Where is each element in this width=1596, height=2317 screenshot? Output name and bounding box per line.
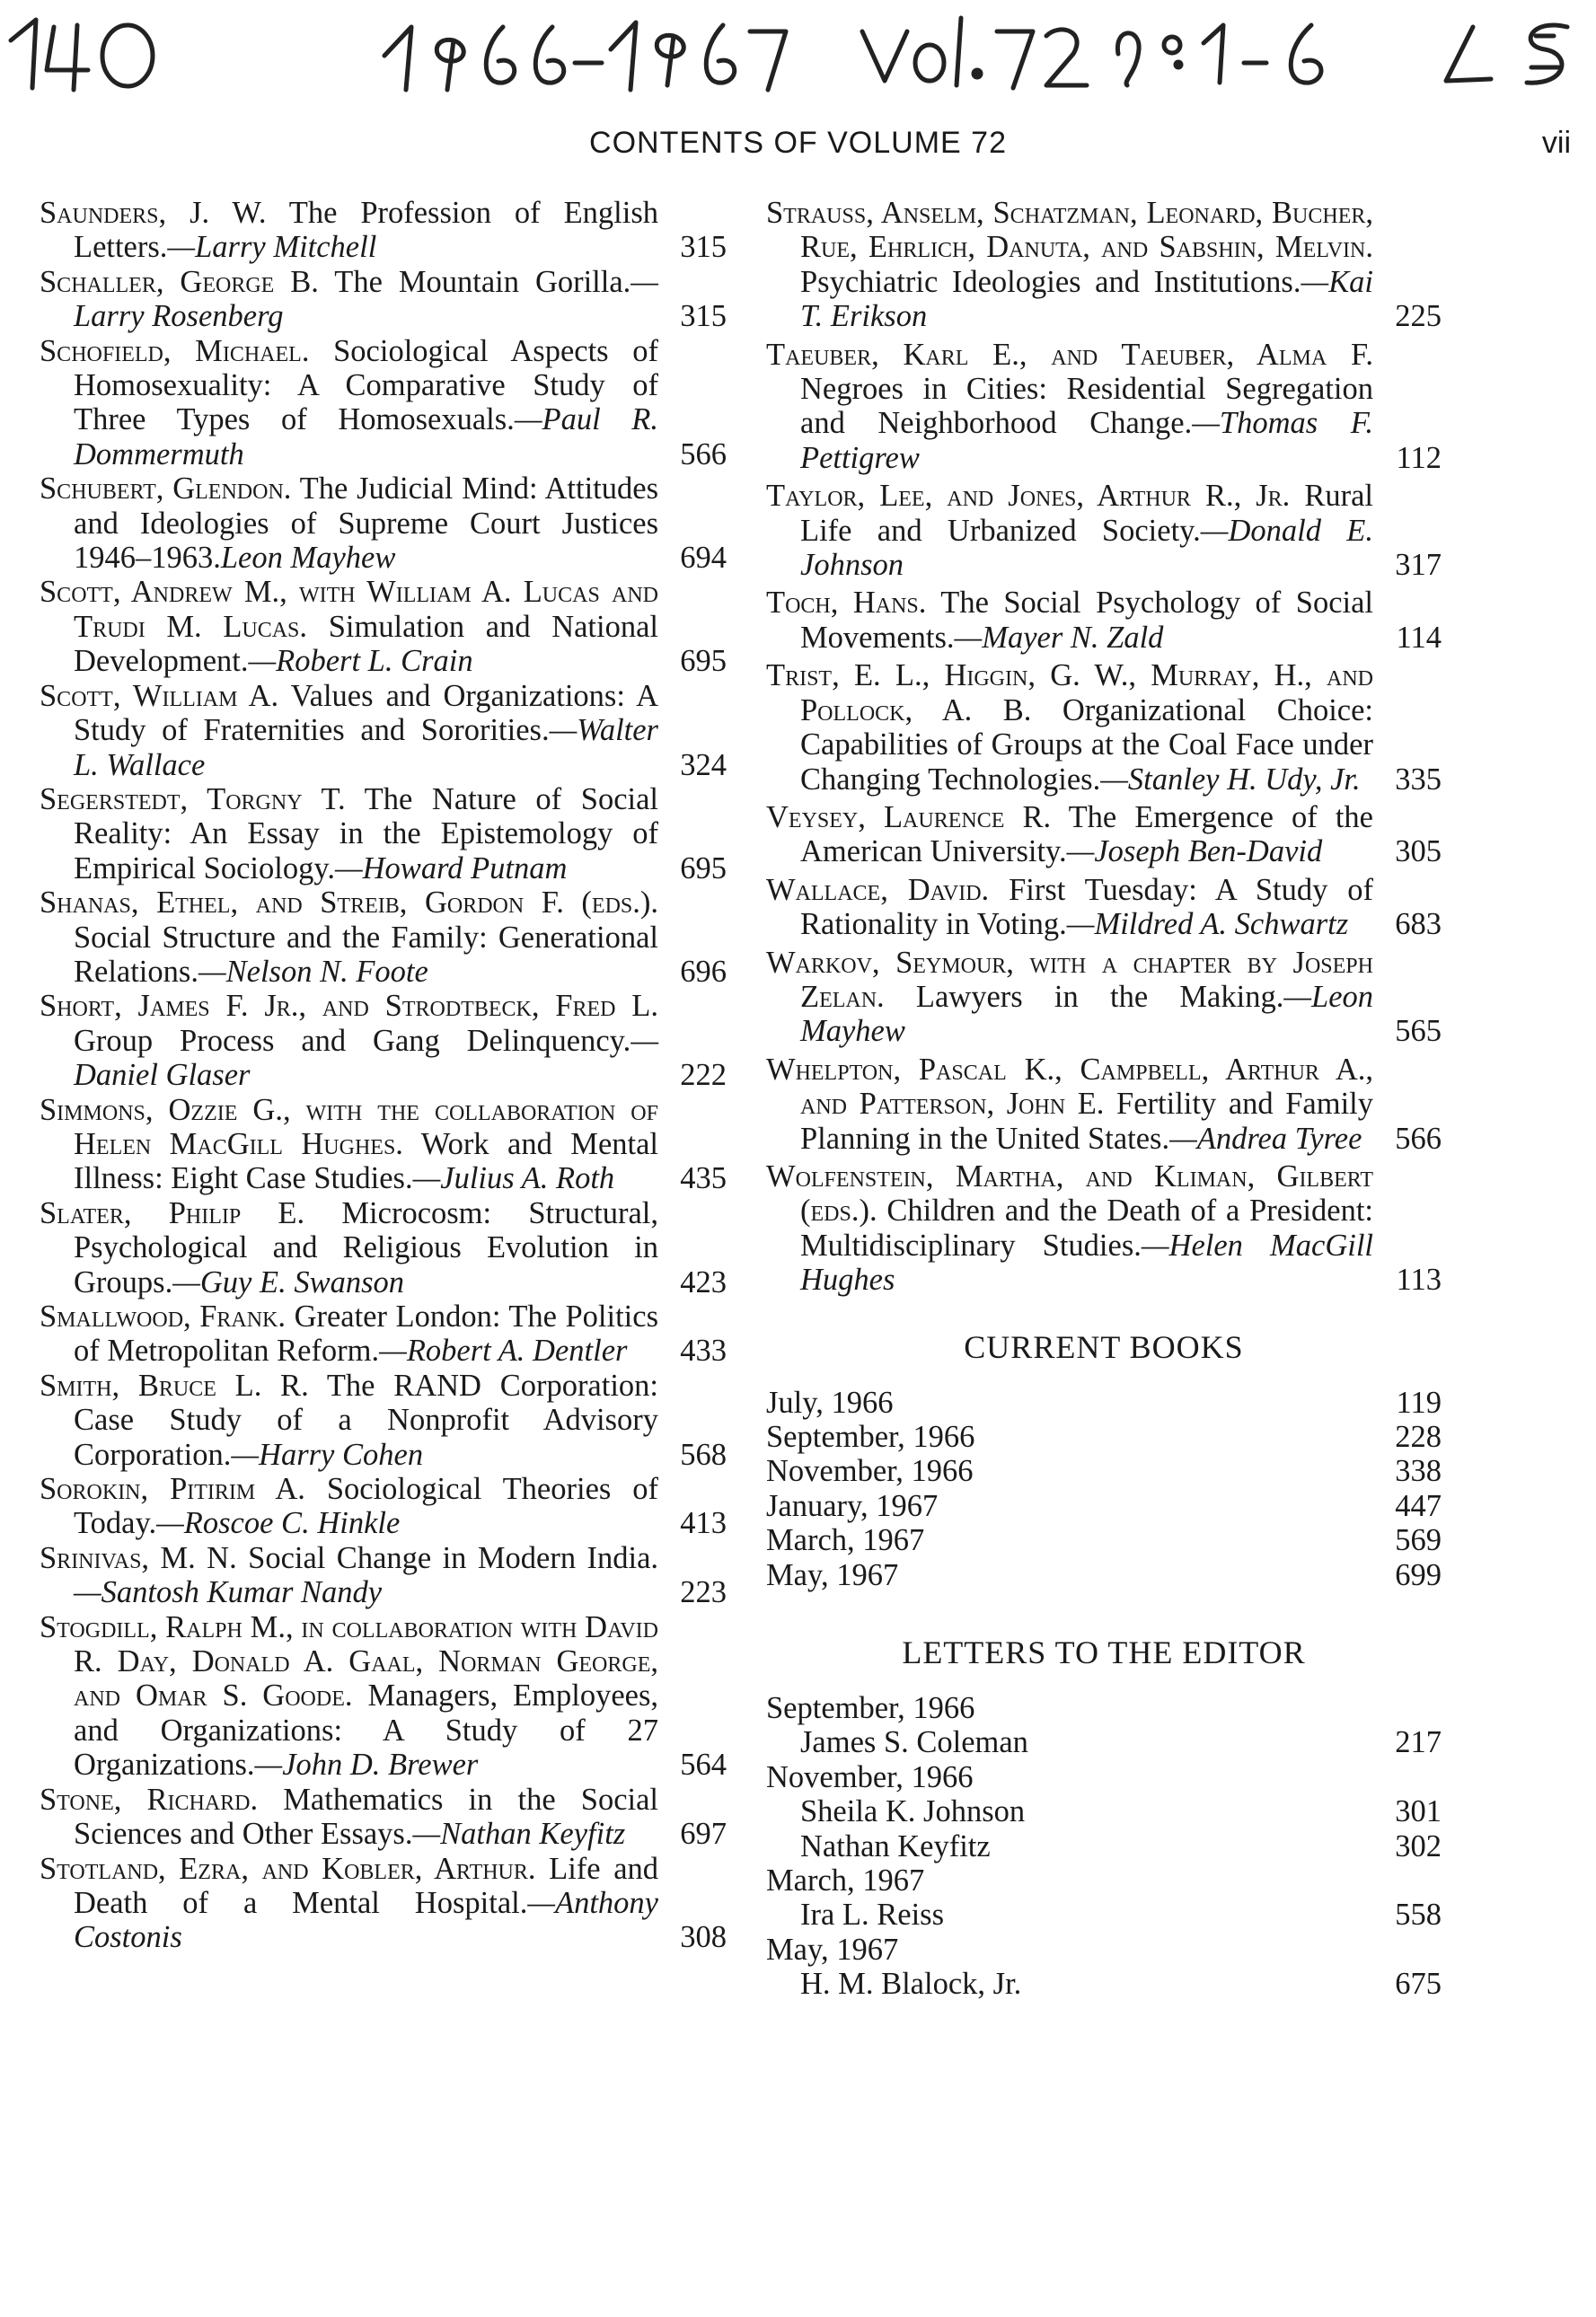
entry-page: 566	[1395, 1121, 1442, 1156]
entry-page: 413	[680, 1506, 727, 1541]
letter-item	[766, 1898, 1442, 1932]
entry-reviewer: —Larry Mitchell	[167, 230, 377, 265]
current-books-heading: CURRENT BOOKS	[964, 1328, 1244, 1365]
entry-author: Strauss, Anselm, Schatzman, Leonard, Bucher, Rue, Ehrlich, Danuta, and Sabshin, Melvin.	[766, 196, 1373, 265]
index-entry	[766, 1053, 1442, 1156]
letter-item	[766, 1794, 1442, 1828]
entry-author: Simmons, Ozzie G., with the collaboration of Helen MacGill Hughes.	[40, 1092, 658, 1161]
entry-reviewer: —Joseph Ben-David	[1066, 834, 1323, 869]
current-books-date: July, 1966	[766, 1385, 894, 1420]
entry-reviewer: —Kai T. Erikson	[800, 264, 1373, 334]
letter-page: 302	[1395, 1828, 1442, 1863]
letter-author: James S. Coleman	[800, 1725, 1028, 1760]
entry-author: Toch, Hans.	[766, 586, 927, 621]
entry-title: Social Change in Modern India.	[248, 1540, 659, 1575]
entry-page: 435	[680, 1161, 727, 1196]
current-books-date: May, 1967	[766, 1557, 899, 1592]
entry-page: 222	[680, 1058, 727, 1093]
index-entry	[40, 1783, 727, 1852]
entry-reviewer: —Helen MacGill Hughes	[800, 1228, 1373, 1298]
index-entry	[40, 334, 727, 472]
entry-title: Children and the Death of a President: Multidisciplinary Studies.	[800, 1194, 1374, 1263]
entry-page: 697	[680, 1817, 727, 1852]
entry-page: 308	[680, 1920, 727, 1955]
entry-title: First Tuesday: A Study of Rationality in Voting.	[800, 872, 1373, 942]
current-books-page: 447	[1395, 1488, 1442, 1523]
index-entry	[766, 586, 1442, 655]
entry-title: Life and Death of a Mental Hospital.	[74, 1851, 659, 1920]
entry-author: Wallace, David.	[766, 872, 990, 907]
letters-section	[766, 1634, 1442, 2002]
entry-author: Scott, William A.	[40, 678, 279, 713]
entry-page: 315	[680, 230, 727, 265]
entry-title: Negroes in Cities: Residential Segregation and Neighborhood Change.	[800, 372, 1373, 441]
entry-reviewer: —Stanley H. Udy, Jr.	[1100, 762, 1361, 797]
entry-title: Simulation and National Development.	[74, 609, 658, 679]
entry-author: Wolfenstein, Martha, and Kliman, Gilbert (eds.).	[766, 1158, 1373, 1229]
letter-item	[766, 1967, 1442, 2001]
index-entry	[40, 1369, 727, 1472]
index-entry	[40, 782, 727, 885]
index-entry	[766, 1159, 1442, 1298]
entry-page: 423	[680, 1264, 727, 1299]
entry-title: The Judicial Mind: Attitudes and Ideologies of Supreme Court Justices 1946–1963.	[74, 471, 658, 576]
entry-page: 225	[1395, 299, 1442, 334]
current-books-item	[766, 1386, 1442, 1420]
index-entry	[40, 1472, 727, 1541]
entry-page: 305	[1395, 834, 1442, 869]
entry-page: 694	[680, 541, 727, 576]
page-numeral: vii	[1541, 126, 1571, 160]
entry-page: 223	[680, 1575, 727, 1610]
letters-heading: LETTERS TO THE EDITOR	[902, 1634, 1306, 1671]
index-entry	[766, 658, 1442, 797]
entry-title: Organizational Choice: Capabilities of Groups at the Coal Face under Changing Technologies.	[800, 692, 1373, 797]
current-books-page: 699	[1395, 1557, 1442, 1592]
letter-page: 301	[1395, 1794, 1442, 1829]
entry-title: Fertility and Family Planning in the United States.	[800, 1087, 1373, 1156]
entry-title: Group Process and Gang Delinquency.	[74, 1023, 631, 1058]
entry-page: 696	[680, 954, 727, 989]
entry-author: Schaller, George B.	[40, 264, 319, 299]
entry-author: Veysey, Laurence R.	[766, 799, 1052, 834]
entry-author: Srinivas, M. N.	[40, 1540, 237, 1575]
entry-page: 335	[1395, 762, 1442, 797]
entry-author: Scott, Andrew M., with William A. Lucas and Trudi M. Lucas.	[40, 575, 658, 644]
entry-reviewer: —Walter L. Wallace	[74, 713, 658, 782]
current-books-date: January, 1967	[766, 1488, 939, 1523]
current-books-section	[766, 1328, 1442, 1592]
letter-author: Nathan Keyfitz	[800, 1828, 991, 1863]
index-entry	[40, 989, 727, 1092]
entry-title: The Profession of English Letters.	[74, 196, 658, 265]
entry-author: Schofield, Michael.	[40, 333, 310, 368]
index-entry	[40, 196, 727, 265]
entry-page: 113	[1396, 1263, 1442, 1298]
entry-reviewer: —Howard Putnam	[334, 850, 568, 885]
entry-page: 564	[680, 1748, 727, 1783]
entry-author: Taeuber, Karl E., and Taeuber, Alma F.	[766, 337, 1373, 372]
letters-date: November, 1966	[766, 1759, 974, 1794]
index-entry	[40, 471, 727, 575]
letters-date: May, 1967	[766, 1932, 899, 1967]
index-entry	[40, 1610, 727, 1783]
entry-page: 315	[680, 299, 727, 334]
current-books-item	[766, 1454, 1442, 1488]
entry-title: The Nature of Social Reality: An Essay in the Epistemology of Empirical Sociology.	[74, 781, 658, 885]
current-books-page: 228	[1395, 1420, 1442, 1454]
entry-author: Shanas, Ethel, and Streib, Gordon F. (eds.).	[40, 885, 658, 921]
entry-author: Smith, Bruce L. R.	[40, 1368, 309, 1403]
entry-author: Stogdill, Ralph M., in collaboration with David R. Day, Donald A. Gaal, Norman George, and Omar S. Goode.	[40, 1609, 658, 1714]
current-books-list	[766, 1386, 1442, 1592]
current-books-page: 569	[1395, 1523, 1442, 1558]
entry-reviewer: —Andrea Tyree	[1169, 1121, 1362, 1156]
entry-title: Managers, Employees, and Organizations: A Study of 27 Organizations.	[74, 1678, 659, 1783]
entry-reviewer: —Leon Mayhew	[800, 979, 1374, 1049]
letter-item	[766, 1725, 1442, 1759]
handwritten-annotation	[0, 0, 1596, 108]
entry-page: 112	[1396, 440, 1442, 475]
entry-title: Microcosm: Structural, Psychological and Religious Evolution in Groups.	[74, 1195, 658, 1299]
index-entry	[40, 575, 727, 678]
entry-reviewer: —John D. Brewer	[254, 1748, 479, 1783]
entry-page: 114	[1396, 620, 1442, 655]
index-entry	[40, 1852, 727, 1955]
index-entry	[766, 479, 1442, 582]
letter-author: H. M. Blalock, Jr.	[800, 1967, 1022, 2002]
entry-title: Sociological Aspects of Homosexuality: A Comparative Study of Three Types of Homosexuals.	[74, 333, 659, 437]
letter-item	[766, 1829, 1442, 1863]
entry-reviewer: —Roscoe C. Hinkle	[156, 1506, 401, 1541]
entry-reviewer: —Guy E. Swanson	[172, 1264, 405, 1299]
entry-author: Warkov, Seymour, with a chapter by Joseph Zelan.	[766, 945, 1373, 1014]
entry-reviewer: —Nathan Keyfitz	[412, 1817, 626, 1852]
entry-title: Values and Organizations: A Study of Fraternities and Sororities.	[74, 678, 658, 748]
current-books-date: September, 1966	[766, 1420, 975, 1454]
entry-author: Sorokin, Pitirim A.	[40, 1472, 305, 1507]
index-entry	[40, 1299, 727, 1369]
entry-title: Social Structure and the Family: Generational Relations.	[74, 920, 658, 989]
entry-reviewer: —Mayer N. Zald	[954, 620, 1164, 655]
index-entry	[40, 1093, 727, 1196]
entry-reviewer: —Anthony Costonis	[74, 1885, 658, 1955]
index-entry	[40, 1196, 727, 1299]
letter-page: 217	[1395, 1725, 1442, 1760]
index-entry	[40, 265, 727, 334]
letters-list	[766, 1691, 1442, 2002]
letters-date: March, 1967	[766, 1863, 925, 1899]
entry-page: 568	[680, 1437, 727, 1472]
index-entry	[766, 196, 1442, 334]
entry-author: Short, James F. Jr., and Strodtbeck, Fred L.	[40, 989, 658, 1024]
letter-author: Ira L. Reiss	[800, 1898, 945, 1933]
entry-title: Mathematics in the Social Sciences and Other Essays.	[74, 1782, 658, 1852]
entry-reviewer: —Daniel Glaser	[74, 1023, 658, 1093]
entry-page: 565	[1395, 1014, 1442, 1049]
entry-page: 324	[680, 747, 727, 782]
entry-page: 566	[680, 436, 727, 471]
entry-reviewer: —Larry Rosenberg	[74, 264, 658, 334]
entry-page: 695	[680, 644, 727, 679]
current-books-page: 338	[1395, 1454, 1442, 1489]
entry-author: Slater, Philip E.	[40, 1195, 305, 1230]
current-books-item	[766, 1420, 1442, 1454]
index-entry	[40, 679, 727, 782]
entry-author: Stone, Richard.	[40, 1782, 259, 1817]
entry-page: 695	[680, 850, 727, 885]
right-entry-list	[766, 196, 1442, 1298]
entry-reviewer: Leon Mayhew	[220, 541, 396, 576]
entry-reviewer: —Julius A. Roth	[412, 1161, 615, 1196]
index-entry	[40, 885, 727, 989]
entry-title: Work and Mental Illness: Eight Case Studies.	[74, 1126, 658, 1196]
entry-reviewer: —Mildred A. Schwartz	[1066, 907, 1349, 942]
entry-page: 683	[1395, 907, 1442, 942]
letter-page: 558	[1395, 1898, 1442, 1933]
entry-reviewer: —Nelson N. Foote	[198, 954, 428, 989]
entry-title: Sociological Theories of Today.	[74, 1472, 658, 1541]
current-books-page: 119	[1396, 1385, 1442, 1420]
index-entry	[766, 946, 1442, 1049]
entry-author: Segerstedt, Torgny T.	[40, 781, 346, 816]
right-column	[766, 196, 1442, 2002]
current-books-date: March, 1967	[766, 1523, 925, 1558]
index-entry	[766, 873, 1442, 942]
entry-title: Rural Life and Urbanized Society.	[800, 479, 1373, 548]
letter-page: 675	[1395, 1967, 1442, 2002]
entry-title: The Social Psychology of Social Movements.	[800, 586, 1373, 655]
current-books-date: November, 1966	[766, 1454, 974, 1489]
entry-title: Lawyers in the Making.	[915, 979, 1284, 1014]
entry-reviewer: —Robert A. Dentler	[379, 1334, 628, 1369]
letter-author: Sheila K. Johnson	[800, 1794, 1026, 1829]
entry-page: 433	[680, 1334, 727, 1369]
current-books-item	[766, 1558, 1442, 1592]
entry-reviewer: —Donald E. Johnson	[800, 513, 1373, 583]
current-books-item	[766, 1489, 1442, 1523]
entry-reviewer: —Thomas F. Pettigrew	[800, 406, 1373, 475]
entry-author: Taylor, Lee, and Jones, Arthur R., Jr.	[766, 479, 1291, 514]
entry-title: Psychiatric Ideologies and Institutions.	[800, 264, 1301, 299]
entry-author: Stotland, Ezra, and Kobler, Arthur.	[40, 1851, 536, 1886]
entry-author: Whelpton, Pascal K., Campbell, Arthur A., and Patterson, John E.	[766, 1052, 1373, 1122]
current-books-item	[766, 1523, 1442, 1557]
index-entry	[766, 800, 1442, 869]
entry-author: Smallwood, Frank.	[40, 1299, 287, 1334]
left-column	[40, 196, 727, 1955]
index-entry	[40, 1541, 727, 1610]
entry-reviewer: —Santosh Kumar Nandy	[74, 1575, 383, 1610]
entry-reviewer: —Robert L. Crain	[248, 644, 473, 679]
entry-author: Trist, E. L., Higgin, G. W., Murray, H., and Pollock, A. B.	[766, 658, 1373, 727]
entry-title: The RAND Corporation: Case Study of a Nonprofit Advisory Corporation.	[74, 1368, 658, 1472]
entry-page: 317	[1395, 548, 1442, 583]
letters-date: September, 1966	[766, 1691, 975, 1726]
page-title: CONTENTS OF VOLUME 72	[589, 126, 1007, 160]
entry-author: Schubert, Glendon.	[40, 471, 292, 507]
entry-reviewer: —Harry Cohen	[231, 1437, 424, 1472]
entry-reviewer: —Paul R. Dommermuth	[74, 402, 658, 471]
index-entry	[766, 338, 1442, 476]
entry-title: The Mountain Gorilla.	[334, 264, 631, 299]
entry-title: The Emergence of the American University.	[800, 799, 1373, 869]
entry-author: Saunders, J. W.	[40, 196, 267, 230]
entry-title: Greater London: The Politics of Metropolitan Reform.	[74, 1299, 659, 1369]
